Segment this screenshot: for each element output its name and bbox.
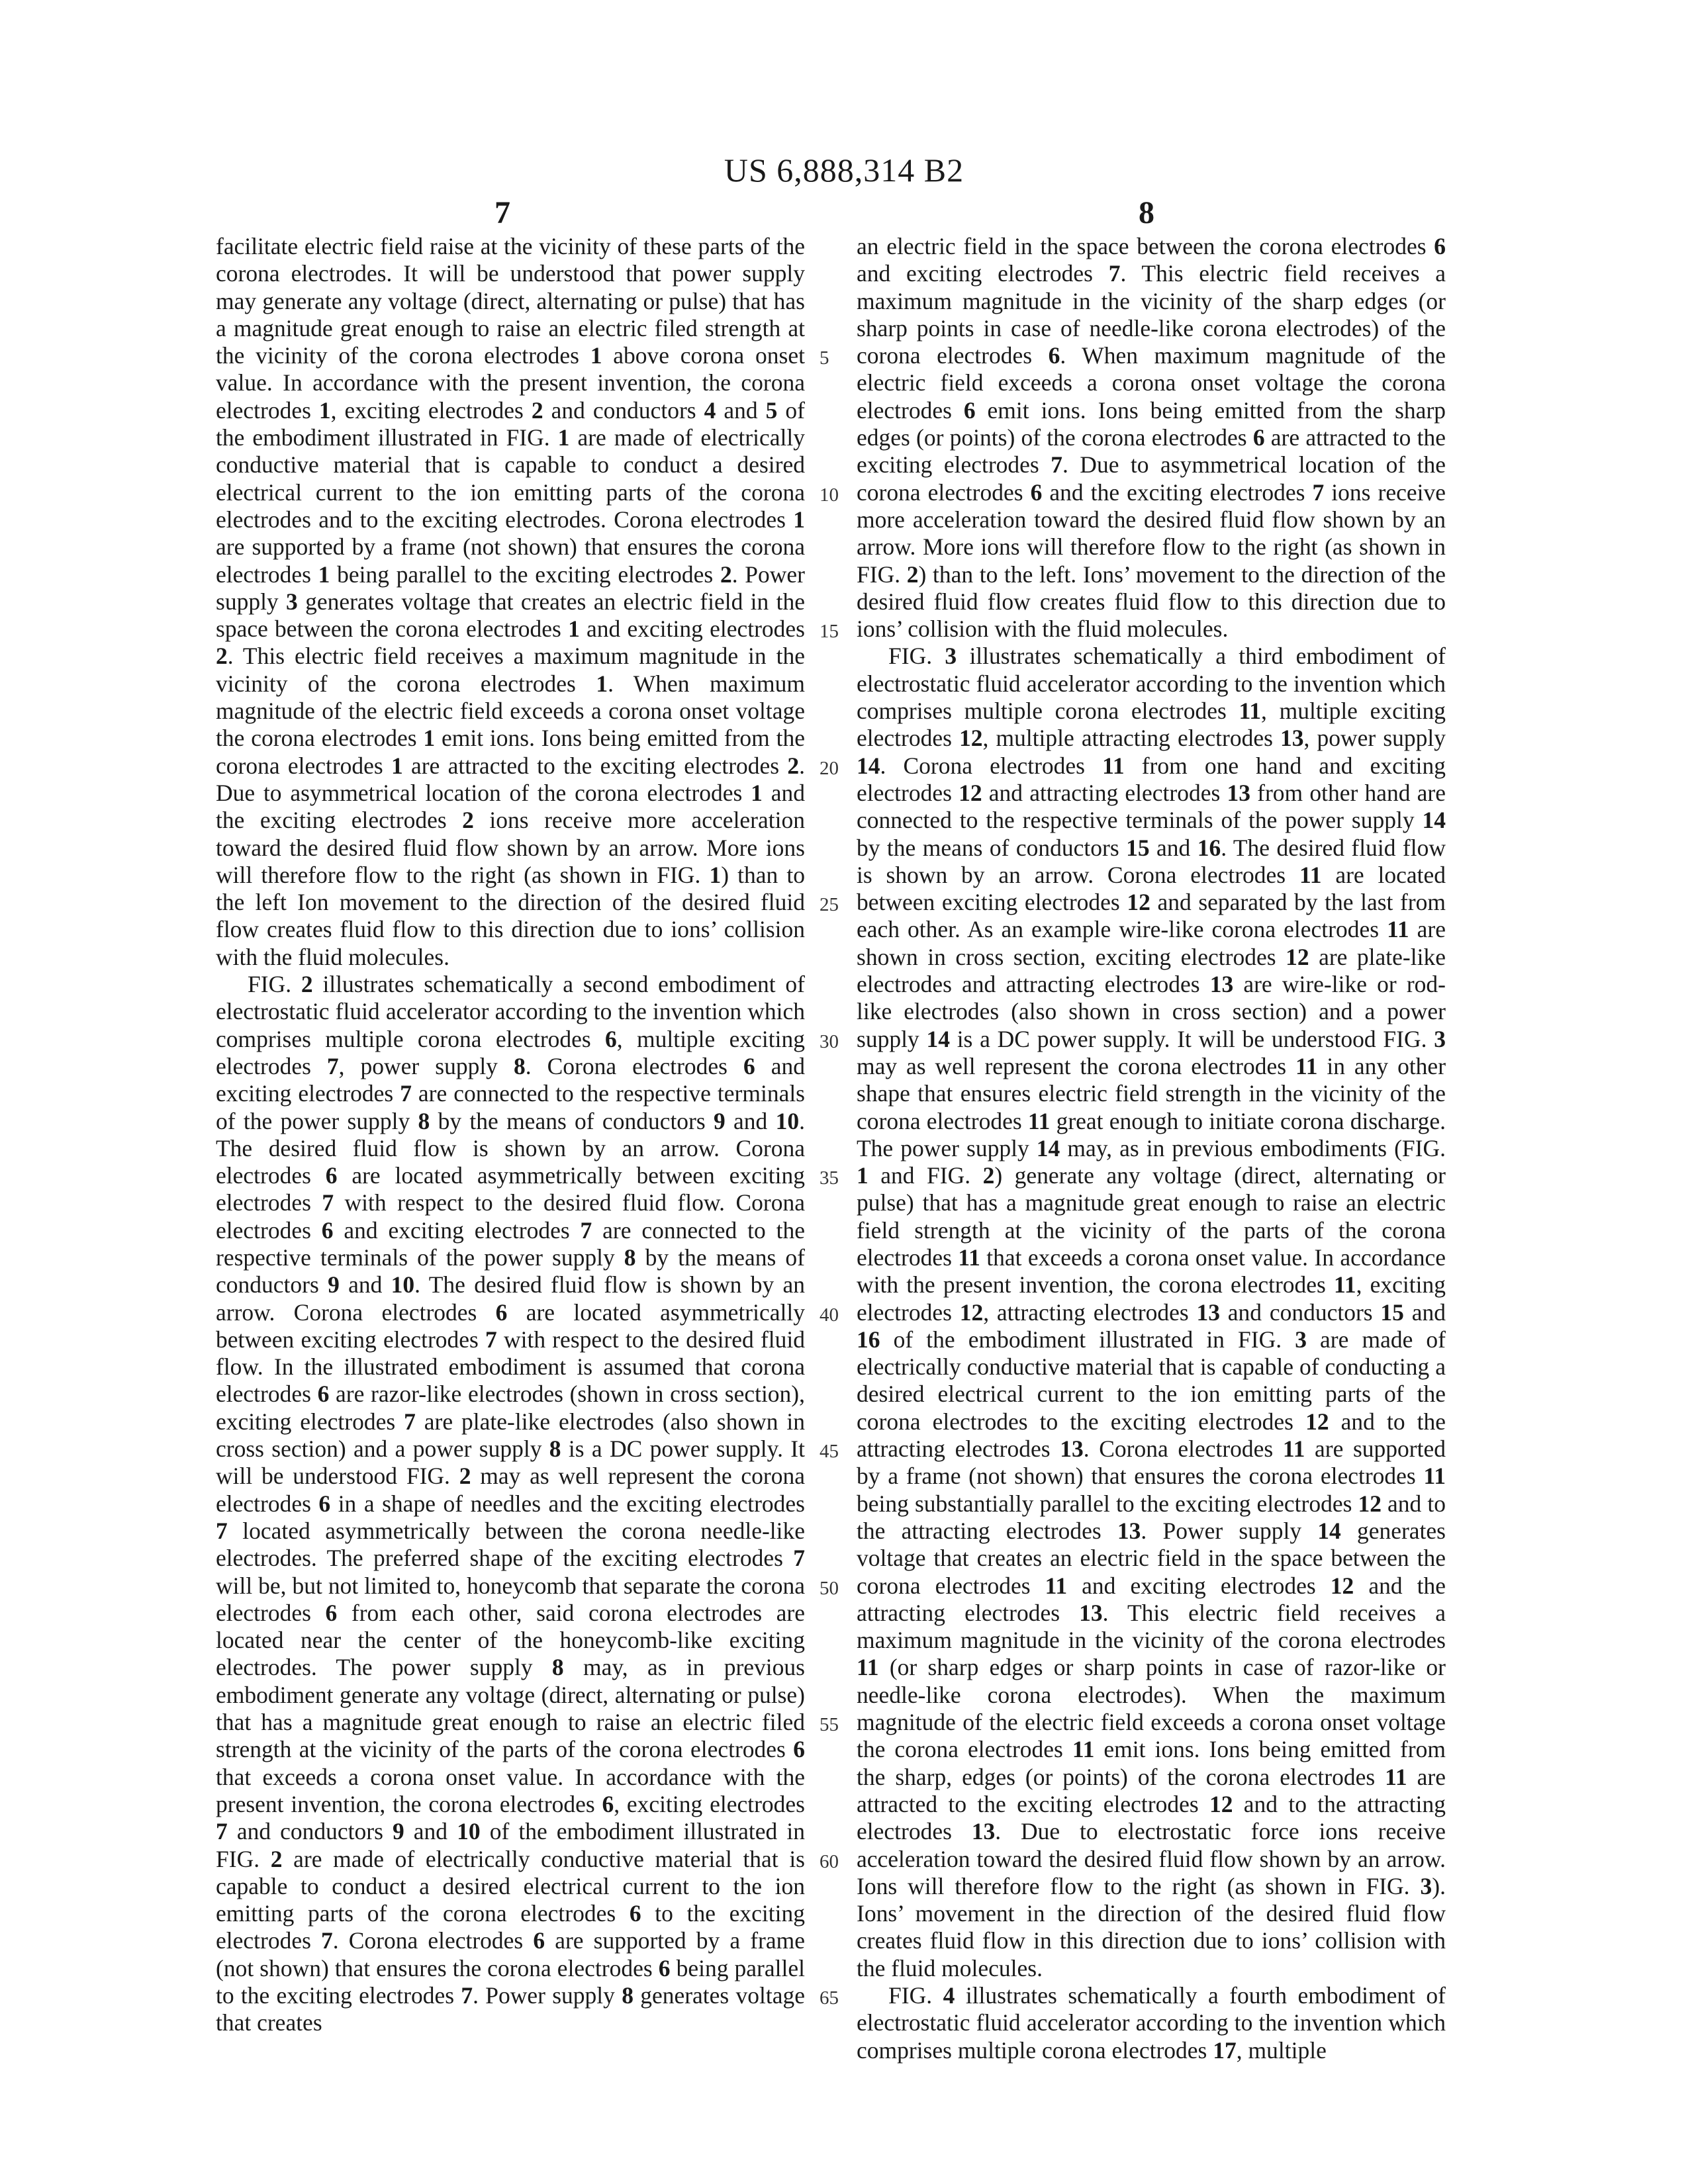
text-run: ions receive more acceleration toward the desired fluid flow shown by an arrow. More ions will therefore flow to the right (as shown in FIG. bbox=[857, 478, 1446, 588]
text-run: in any other shape that ensures electric field strength in the vicinity of the corona electrodes bbox=[857, 1052, 1446, 1134]
reference-numeral: 7 bbox=[1312, 478, 1325, 506]
text-run: (or sharp edges or sharp points in case of razor-like or needle-like corona electrodes). When the maximum magnitude of the electric field exceeds a corona onset voltage the corona electrodes bbox=[857, 1654, 1446, 1763]
reference-numeral: 12 bbox=[959, 725, 983, 752]
reference-numeral: 2 bbox=[462, 807, 474, 834]
reference-numeral: 14 bbox=[857, 752, 880, 779]
reference-numeral: 7 bbox=[216, 1818, 228, 1845]
paragraph bbox=[857, 233, 1446, 643]
text-run: . Due to asymmetrical location of the corona electrodes bbox=[857, 451, 1446, 506]
text-run: and exciting electrodes bbox=[1067, 1572, 1331, 1599]
text-run: by the means of conductors bbox=[857, 834, 1127, 861]
reference-numeral: 12 bbox=[1305, 1408, 1329, 1435]
reference-numeral: 1 bbox=[857, 1162, 868, 1189]
line-number: 65 bbox=[820, 1987, 839, 2009]
text-run: and exciting electrodes bbox=[579, 615, 806, 643]
reference-numeral: 2 bbox=[982, 1162, 995, 1189]
reference-numeral: 1 bbox=[318, 396, 331, 424]
text-run: that exceeds a corona onset value. In accordance with the present invention, the corona electrodes bbox=[216, 1763, 805, 1817]
paragraph bbox=[216, 233, 805, 971]
text-run: are made of electrically conductive material that is capable to conduct a desired electrical current to the ion emitting parts of the corona electrodes bbox=[216, 1845, 805, 1927]
reference-numeral: 6 bbox=[1030, 478, 1043, 506]
reference-numeral: 11 bbox=[958, 1244, 980, 1271]
text-run: are supported by a frame (not shown) that ensures the corona electrodes bbox=[216, 1927, 805, 1981]
text-run: great enough to initiate corona discharge. The power supply bbox=[857, 1107, 1446, 1161]
reference-numeral: 8 bbox=[624, 1244, 636, 1271]
text-run: , exciting electrodes bbox=[614, 1790, 805, 1817]
reference-numeral: 6 bbox=[533, 1927, 545, 1954]
reference-numeral: 1 bbox=[568, 615, 580, 643]
text-run: . Power supply bbox=[473, 1982, 622, 2009]
reference-numeral: 11 bbox=[1334, 1271, 1356, 1298]
text-run: generates voltage that creates bbox=[216, 1982, 806, 2036]
reference-numeral: 7 bbox=[404, 1408, 416, 1435]
text-run: , attracting electrodes bbox=[983, 1298, 1197, 1326]
reference-numeral: 13 bbox=[1227, 779, 1250, 806]
text-run: that exceeds a corona onset value. In accordance with the present invention, the corona electrodes bbox=[857, 1244, 1446, 1298]
reference-numeral: 8 bbox=[622, 1982, 633, 2009]
text-run: and exciting electrodes bbox=[333, 1216, 581, 1244]
reference-numeral: 13 bbox=[1209, 971, 1234, 998]
reference-numeral: 2 bbox=[787, 752, 800, 779]
text-run: may, as in previous embodiments (FIG. bbox=[1060, 1134, 1446, 1161]
text-run: are connected to the respective terminals of the power supply bbox=[216, 1080, 805, 1134]
text-run: are plate-like electrodes (also shown in cross section) and a power supply bbox=[216, 1408, 805, 1463]
text-run: . The desired fluid flow is shown by an arrow. Corona electrodes bbox=[216, 1107, 805, 1189]
text-run: . This electric field receives a maximum magnitude in the vicinity of the sharp edges (or sharp points in case of needle-like corona electrodes) of the corona electrodes bbox=[857, 260, 1446, 369]
reference-numeral: 6 bbox=[321, 1216, 334, 1244]
reference-numeral: 15 bbox=[1126, 834, 1150, 861]
text-run: are located asymmetrically between exciting electrodes bbox=[216, 1298, 805, 1353]
text-run: ions receive more acceleration toward the desired fluid flow shown by an arrow. More ions will therefore flow to the right (as shown in FIG. bbox=[216, 807, 805, 888]
text-run: are located between exciting electrodes bbox=[857, 861, 1446, 916]
text-run: located asymmetrically between the corona needle-like electrodes. The preferred shape of the exciting electrodes bbox=[216, 1517, 805, 1572]
reference-numeral: 7 bbox=[485, 1326, 497, 1353]
reference-numeral: 11 bbox=[1027, 1107, 1051, 1134]
text-run: . This electric field receives a maximum magnitude in the vicinity of the corona electrodes bbox=[216, 643, 805, 697]
paragraph bbox=[857, 643, 1446, 1982]
reference-numeral: 12 bbox=[1286, 943, 1309, 970]
reference-numeral: 6 bbox=[495, 1298, 508, 1326]
text-run: and to the attracting electrodes bbox=[857, 1490, 1446, 1544]
text-run: in a shape of needles and the exciting electrodes bbox=[330, 1490, 805, 1517]
text-run: and the exciting electrodes bbox=[1042, 478, 1313, 506]
text-run: , exciting electrodes bbox=[330, 396, 532, 424]
text-run: may, as in previous embodiment generate any voltage (direct, alternating or pulse) that has a magnitude great enough to raise an electric filed strength at the vicinity of the parts of the corona electrodes bbox=[216, 1654, 805, 1763]
text-run: generates voltage that creates an electric field in the space between the corona electrodes bbox=[857, 1517, 1446, 1599]
reference-numeral: 6 bbox=[318, 1490, 331, 1517]
reference-numeral: 2 bbox=[301, 971, 313, 998]
reference-numeral: 11 bbox=[1423, 1463, 1446, 1490]
text-run: are located asymmetrically between exciting electrodes bbox=[216, 1162, 805, 1216]
text-run: are made of electrically conductive material that is capable of conducting a desired electrical current to the ion emitting parts of the corona electrodes to the exciting electrodes bbox=[857, 1326, 1446, 1435]
reference-numeral: 14 bbox=[926, 1025, 950, 1052]
reference-numeral: 13 bbox=[1196, 1298, 1220, 1326]
text-run: and bbox=[404, 1818, 457, 1845]
reference-numeral: 11 bbox=[1282, 1435, 1305, 1463]
text-run: of the embodiment illustrated in FIG. bbox=[216, 396, 805, 451]
reference-numeral: 6 bbox=[325, 1162, 338, 1189]
reference-numeral: 4 bbox=[943, 1982, 955, 2009]
text-run: illustrates schematically a second embodiment of electrostatic fluid accelerator according to the invention which comprises multiple corona electrodes bbox=[216, 971, 806, 1052]
reference-numeral: 13 bbox=[1280, 725, 1304, 752]
line-number: 60 bbox=[820, 1850, 839, 1872]
reference-numeral: 10 bbox=[457, 1818, 481, 1845]
text-run: and the exciting electrodes bbox=[216, 779, 805, 834]
reference-numeral: 6 bbox=[325, 1599, 338, 1626]
reference-numeral: 3 bbox=[1295, 1326, 1307, 1353]
text-run: and bbox=[339, 1271, 391, 1298]
text-run: , multiple bbox=[1236, 2036, 1327, 2064]
reference-numeral: 6 bbox=[602, 1790, 614, 1817]
text-run: , multiple exciting electrodes bbox=[216, 1025, 805, 1079]
line-number: 10 bbox=[820, 484, 839, 506]
line-number: 25 bbox=[820, 894, 839, 916]
reference-numeral: 6 bbox=[605, 1025, 617, 1052]
reference-numeral: 12 bbox=[1209, 1790, 1233, 1817]
line-number: 30 bbox=[820, 1030, 839, 1052]
reference-numeral: 16 bbox=[1197, 834, 1221, 861]
line-number: 5 bbox=[820, 347, 829, 369]
reference-numeral: 11 bbox=[1295, 1052, 1318, 1079]
text-run: ) than to the left Ion movement to the direction of the desired fluid flow creates fluid flow to this direction due to ions’ collision with the fluid molecules. bbox=[216, 861, 805, 970]
reference-numeral: 9 bbox=[714, 1107, 726, 1134]
reference-numeral: 7 bbox=[326, 1052, 339, 1079]
text-run: . Corona electrodes bbox=[525, 1052, 743, 1079]
text-run: is a DC power supply. It will be understood FIG. bbox=[949, 1025, 1434, 1052]
reference-numeral: 2 bbox=[720, 561, 732, 588]
text-run: and to the attracting electrodes bbox=[857, 1790, 1446, 1845]
line-number: 20 bbox=[820, 757, 839, 779]
reference-numeral: 14 bbox=[1317, 1517, 1341, 1544]
text-run: and to the attracting electrodes bbox=[857, 1408, 1446, 1463]
text-run: being substantially parallel to the exciting electrodes bbox=[857, 1490, 1358, 1517]
reference-numeral: 1 bbox=[557, 424, 570, 451]
text-run: from other hand are connected to the respective terminals of the power supply bbox=[857, 779, 1446, 834]
text-run: facilitate electric field raise at the vicinity of these parts of the corona electrodes. It will be understood that power supply may generate any voltage (direct, alternating or pulse) that has a magnitude great enough to raise an electric filed strength at the vicinity of the corona electrodes bbox=[216, 233, 805, 369]
reference-numeral: 13 bbox=[1060, 1435, 1084, 1463]
paragraph bbox=[216, 971, 805, 2037]
reference-numeral: 11 bbox=[1239, 698, 1262, 725]
text-run: emit ions. Ions being emitted from the sharp, edges (or points) of the corona electrodes bbox=[857, 1736, 1446, 1790]
text-run: and FIG. bbox=[868, 1162, 983, 1189]
text-run: and exciting electrodes bbox=[857, 260, 1109, 287]
text-run: illustrates schematically a third embodiment of electrostatic fluid accelerator according to the invention which comprises multiple corona electrodes bbox=[857, 643, 1446, 725]
text-run: and conductors bbox=[543, 396, 704, 424]
reference-numeral: 6 bbox=[629, 1900, 641, 1927]
text-run: , multiple attracting electrodes bbox=[982, 725, 1281, 752]
text-run: and bbox=[716, 396, 766, 424]
reference-numeral: 2 bbox=[270, 1845, 283, 1872]
reference-numeral: 7 bbox=[1051, 451, 1062, 478]
reference-numeral: 6 bbox=[658, 1954, 671, 1981]
reference-numeral: 15 bbox=[1380, 1298, 1404, 1326]
text-run: and exciting electrodes bbox=[216, 1052, 805, 1107]
reference-numeral: 9 bbox=[392, 1818, 404, 1845]
page-number-right: 8 bbox=[1139, 195, 1154, 230]
text-run: . When maximum magnitude of the electric field exceeds a corona onset voltage the corona electrodes bbox=[857, 342, 1446, 424]
reference-numeral: 17 bbox=[1213, 2036, 1237, 2064]
text-run: are attracted to the exciting electrodes bbox=[857, 424, 1446, 478]
reference-numeral: 6 bbox=[1252, 424, 1265, 451]
text-run: will be, but not limited to, honeycomb that separate the corona electrodes bbox=[216, 1572, 805, 1626]
text-run: and bbox=[1403, 1298, 1446, 1326]
text-run: . The desired fluid flow is shown by an arrow. Corona electrodes bbox=[216, 1271, 805, 1326]
text-run: . Due to asymmetrical location of the corona electrodes bbox=[216, 752, 805, 806]
text-run: are wire-like or rod-like electrodes (also shown in cross section) and a power supply bbox=[857, 971, 1446, 1052]
reference-numeral: 5 bbox=[765, 396, 778, 424]
reference-numeral: 12 bbox=[959, 1298, 984, 1326]
reference-numeral: 3 bbox=[286, 588, 298, 615]
reference-numeral: 13 bbox=[1079, 1599, 1103, 1626]
reference-numeral: 8 bbox=[549, 1435, 561, 1463]
text-run: illustrates schematically a fourth embodiment of electrostatic fluid accelerator according to the invention which comprises multiple corona electrodes bbox=[857, 1982, 1446, 2064]
text-run: emit ions. Ions being emitted from the sharp edges (or points) of the corona electrodes bbox=[857, 396, 1446, 451]
text-run: are razor-like electrodes (shown in cross section), exciting electrodes bbox=[216, 1381, 806, 1435]
page-number-left: 7 bbox=[494, 195, 510, 230]
text-run: are supported by a frame (not shown) that ensures the corona electrodes bbox=[857, 1435, 1446, 1490]
text-run: ) generate any voltage (direct, alternating or pulse) that has a magnitude great enough to raise an electric field strength at the vicinity of the parts of the corona electrodes bbox=[857, 1162, 1446, 1271]
reference-numeral: 10 bbox=[391, 1271, 415, 1298]
reference-numeral: 8 bbox=[513, 1052, 526, 1079]
text-run: generates voltage that creates an electric field in the space between the corona electrodes bbox=[216, 588, 805, 643]
reference-numeral: 7 bbox=[216, 1517, 228, 1544]
line-number: 40 bbox=[820, 1304, 839, 1326]
text-run: with respect to the desired fluid flow. Corona electrodes bbox=[216, 1189, 806, 1244]
text-run: . When maximum magnitude of the electric field exceeds a corona onset voltage the corona electrodes bbox=[216, 670, 805, 752]
text-run: to the exciting electrodes bbox=[216, 1900, 805, 1954]
text-run: being parallel to the exciting electrodes bbox=[330, 561, 720, 588]
text-run: with respect to the desired fluid flow. In the illustrated embodiment is assumed that corona electrodes bbox=[216, 1326, 805, 1408]
reference-numeral: 3 bbox=[1420, 1872, 1432, 1899]
text-run: by the means of conductors bbox=[430, 1107, 714, 1134]
reference-numeral: 1 bbox=[590, 342, 602, 369]
reference-numeral: 7 bbox=[1108, 260, 1121, 287]
reference-numeral: 6 bbox=[1048, 342, 1060, 369]
reference-numeral: 2 bbox=[459, 1463, 471, 1490]
reference-numeral: 1 bbox=[596, 670, 608, 697]
reference-numeral: 16 bbox=[857, 1326, 880, 1353]
reference-numeral: 3 bbox=[945, 643, 957, 670]
text-run: and attracting electrodes bbox=[982, 779, 1227, 806]
text-run: and separated by the last from each other. As an example wire-like corona electrodes bbox=[857, 889, 1446, 943]
reference-numeral: 9 bbox=[328, 1271, 340, 1298]
reference-numeral: 11 bbox=[1045, 1572, 1068, 1599]
text-run: are shown in cross section, exciting electrodes bbox=[857, 916, 1446, 970]
text-run: . Corona electrodes bbox=[332, 1927, 534, 1954]
text-run: may as well represent the corona electrodes bbox=[857, 1052, 1295, 1079]
line-number: 55 bbox=[820, 1714, 839, 1736]
reference-numeral: 12 bbox=[1127, 889, 1150, 916]
text-run: from one hand and exciting electrodes bbox=[857, 752, 1446, 806]
reference-numeral: 2 bbox=[906, 561, 919, 588]
line-number: 50 bbox=[820, 1577, 839, 1599]
text-run: and the attracting electrodes bbox=[857, 1572, 1446, 1626]
reference-numeral: 1 bbox=[391, 752, 403, 779]
reference-numeral: 7 bbox=[321, 1927, 333, 1954]
reference-numeral: 13 bbox=[971, 1818, 996, 1845]
reference-numeral: 6 bbox=[317, 1381, 330, 1408]
text-run: are plate-like electrodes and attracting electrodes bbox=[857, 943, 1446, 998]
reference-numeral: 11 bbox=[1072, 1736, 1095, 1763]
text-run: . Corona electrodes bbox=[1083, 1435, 1283, 1463]
reference-numeral: 7 bbox=[322, 1189, 334, 1216]
text-run: of the embodiment illustrated in FIG. bbox=[216, 1818, 805, 1872]
text-run: above corona onset value. In accordance with the present invention, the corona electrodes bbox=[216, 342, 805, 424]
paragraph bbox=[857, 1982, 1446, 2064]
text-run: emit ions. Ions being emitted from the corona electrodes bbox=[216, 725, 805, 779]
text-run: . Power supply bbox=[216, 561, 806, 615]
reference-numeral: 6 bbox=[1434, 233, 1446, 259]
reference-numeral: 7 bbox=[461, 1982, 473, 2009]
reference-numeral: 6 bbox=[743, 1052, 755, 1079]
reference-numeral: 11 bbox=[1385, 1763, 1407, 1790]
reference-numeral: 7 bbox=[580, 1216, 592, 1244]
text-run: ). Ions’ movement in the direction of the desired fluid flow creates fluid flow in this direction due to ions’ collision with the fluid molecules. bbox=[857, 1872, 1446, 1981]
reference-numeral: 1 bbox=[423, 725, 436, 752]
reference-numeral: 3 bbox=[1434, 1025, 1446, 1052]
reference-numeral: 7 bbox=[400, 1080, 412, 1107]
reference-numeral: 6 bbox=[963, 396, 976, 424]
left-text-column bbox=[216, 233, 805, 2037]
right-text-column bbox=[857, 233, 1446, 2064]
text-run: are attracted to the exciting electrodes bbox=[402, 752, 788, 779]
reference-numeral: 13 bbox=[1117, 1517, 1141, 1544]
reference-numeral: 1 bbox=[709, 861, 722, 888]
text-run: , power supply bbox=[1303, 725, 1446, 752]
reference-numeral: 7 bbox=[793, 1545, 805, 1572]
reference-numeral: 6 bbox=[793, 1736, 805, 1763]
text-run: by the means of conductors bbox=[216, 1244, 805, 1298]
text-run: and bbox=[1149, 834, 1197, 861]
text-run: from each other, said corona electrodes are located near the center of the honeycomb-like exciting electrodes. The power supply bbox=[216, 1599, 806, 1681]
text-run: FIG. bbox=[888, 643, 945, 670]
reference-numeral: 2 bbox=[216, 643, 228, 670]
reference-numeral: 1 bbox=[318, 561, 330, 588]
reference-numeral: 4 bbox=[704, 396, 716, 424]
reference-numeral: 12 bbox=[1330, 1572, 1354, 1599]
text-run: . Corona electrodes bbox=[880, 752, 1103, 779]
text-run: are supported by a frame (not shown) that ensures the corona electrodes bbox=[216, 533, 805, 588]
text-run: . Due to electrostatic force ions receive acceleration toward the desired fluid flow shown by an arrow. Ions will therefore flow to the right (as shown in FIG. bbox=[857, 1818, 1446, 1899]
text-run: , multiple exciting electrodes bbox=[857, 698, 1446, 752]
text-run: and conductors bbox=[227, 1818, 393, 1845]
text-run: may as well represent the corona electrodes bbox=[216, 1463, 805, 1517]
text-run: . Power supply bbox=[1141, 1517, 1318, 1544]
text-run: is a DC power supply. It will be understood FIG. bbox=[216, 1435, 805, 1490]
text-run: are connected to the respective terminals of the power supply bbox=[216, 1216, 806, 1271]
reference-numeral: 11 bbox=[1299, 861, 1322, 888]
reference-numeral: 11 bbox=[857, 1654, 879, 1681]
text-run: . This electric field receives a maximum magnitude in the vicinity of the corona electrodes bbox=[857, 1599, 1446, 1654]
text-run: being parallel to the exciting electrodes bbox=[216, 1954, 805, 2009]
text-run: , power supply bbox=[338, 1052, 514, 1079]
reference-numeral: 2 bbox=[531, 396, 543, 424]
text-run: and bbox=[725, 1107, 776, 1134]
reference-numeral: 8 bbox=[551, 1654, 564, 1681]
text-run: , exciting electrodes bbox=[857, 1271, 1446, 1326]
reference-numeral: 14 bbox=[1036, 1134, 1060, 1161]
text-run: ) than to the left. Ions’ movement to the direction of the desired fluid flow creates fluid flow to this direction due to ions’ collision with the fluid molecules. bbox=[857, 561, 1446, 643]
text-run: are made of electrically conductive material that is capable to conduct a desired electrical current to the ion emitting parts of the corona electrodes and to the exciting electrodes. Corona electrodes bbox=[216, 424, 805, 533]
reference-numeral: 1 bbox=[793, 506, 805, 533]
line-number: 35 bbox=[820, 1167, 839, 1189]
text-run: of the embodiment illustrated in FIG. bbox=[880, 1326, 1295, 1353]
reference-numeral: 11 bbox=[1102, 752, 1125, 779]
reference-numeral: 12 bbox=[959, 779, 982, 806]
text-run: and conductors bbox=[1219, 1298, 1381, 1326]
text-run: are attracted to the exciting electrodes bbox=[857, 1763, 1446, 1817]
text-run: FIG. bbox=[248, 971, 301, 998]
reference-numeral: 8 bbox=[418, 1107, 430, 1134]
text-run: an electric field in the space between the corona electrodes bbox=[857, 233, 1434, 259]
text-run: FIG. bbox=[888, 1982, 943, 2009]
text-run: . The desired fluid flow is shown by an arrow. Corona electrodes bbox=[857, 834, 1446, 888]
reference-numeral: 14 bbox=[1422, 807, 1446, 834]
line-number: 45 bbox=[820, 1441, 839, 1463]
patent-number: US 6,888,314 B2 bbox=[724, 152, 964, 189]
reference-numeral: 11 bbox=[1387, 916, 1409, 943]
line-number: 15 bbox=[820, 621, 839, 643]
reference-numeral: 1 bbox=[751, 779, 763, 806]
reference-numeral: 12 bbox=[1358, 1490, 1382, 1517]
reference-numeral: 10 bbox=[775, 1107, 800, 1134]
